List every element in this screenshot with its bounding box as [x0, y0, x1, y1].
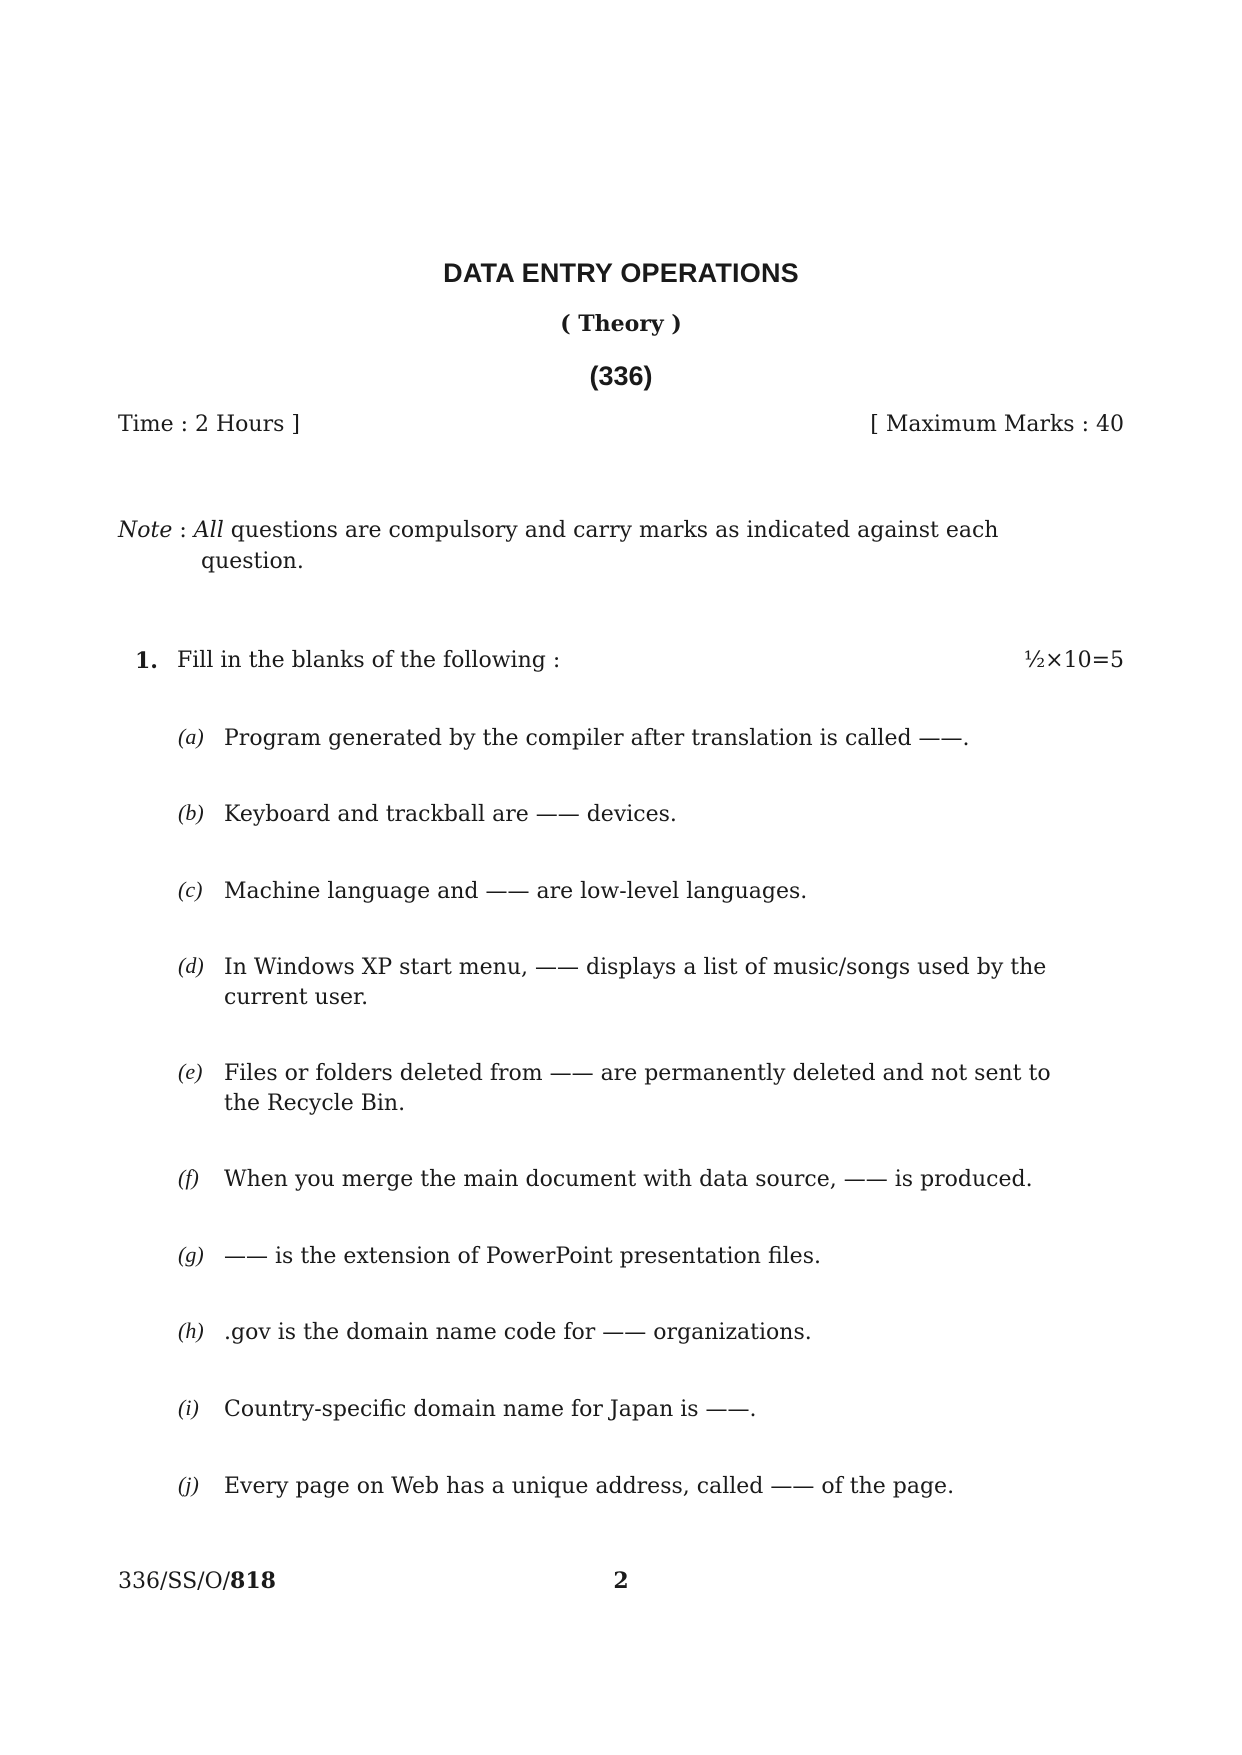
item-label: (f) — [178, 1165, 199, 1190]
note-line-1 — [118, 515, 1073, 546]
item-text: Keyboard and trackball are —— devices. — [224, 802, 677, 827]
note-text-1: questions are compulsory and carry marks as indicated against each — [230, 518, 999, 543]
note-label: Note — [118, 518, 173, 543]
paper-subtitle: ( Theory ) — [560, 311, 682, 337]
maximum-marks: [ Maximum Marks : 40 — [870, 412, 1124, 437]
item-text: In Windows XP start menu, —— displays a list of music/songs used by the current user. — [224, 955, 1047, 1010]
note-separator: : — [179, 518, 187, 543]
item-label: (i) — [178, 1395, 199, 1420]
item-text: .gov is the domain name code for —— organizations. — [224, 1320, 812, 1345]
item-label: (j) — [178, 1472, 199, 1497]
note-text-2: question. — [201, 549, 304, 574]
footer-code-prefix: 336/SS/O/ — [118, 1569, 231, 1594]
question-marks: ½×10=5 — [1023, 648, 1124, 673]
item-label: (h) — [178, 1318, 204, 1343]
page-number: 2 — [613, 1568, 629, 1594]
item-text: When you merge the main document with data source, —— is produced. — [224, 1167, 1033, 1192]
footer-code-bold: 818 — [230, 1568, 276, 1594]
item-text: Every page on Web has a unique address, called —— of the page. — [224, 1474, 955, 1499]
note-all: All — [193, 518, 224, 543]
item-text: —— is the extension of PowerPoint presentation files. — [224, 1244, 821, 1269]
instructions-note — [118, 515, 1073, 577]
paper-code: (336) — [589, 361, 653, 391]
item-text: Files or folders deleted from —— are permanently deleted and not sent to the Recycle Bin. — [224, 1061, 1051, 1116]
item-text: Machine language and —— are low-level languages. — [224, 879, 808, 904]
paper-title: DATA ENTRY OPERATIONS — [443, 258, 799, 288]
item-label: (c) — [178, 877, 203, 902]
question-text: Fill in the blanks of the following : — [177, 648, 561, 673]
item-label: (g) — [178, 1242, 204, 1267]
item-text: Program generated by the compiler after translation is called ——. — [224, 726, 970, 751]
item-label: (b) — [178, 800, 204, 825]
item-label: (a) — [178, 724, 204, 749]
time-allowed: Time : 2 Hours ] — [118, 412, 300, 437]
item-label: (d) — [178, 953, 204, 978]
question-number: 1. — [135, 648, 158, 674]
item-text: Country-specific domain name for Japan is ——. — [224, 1397, 757, 1422]
item-label: (e) — [178, 1059, 203, 1084]
